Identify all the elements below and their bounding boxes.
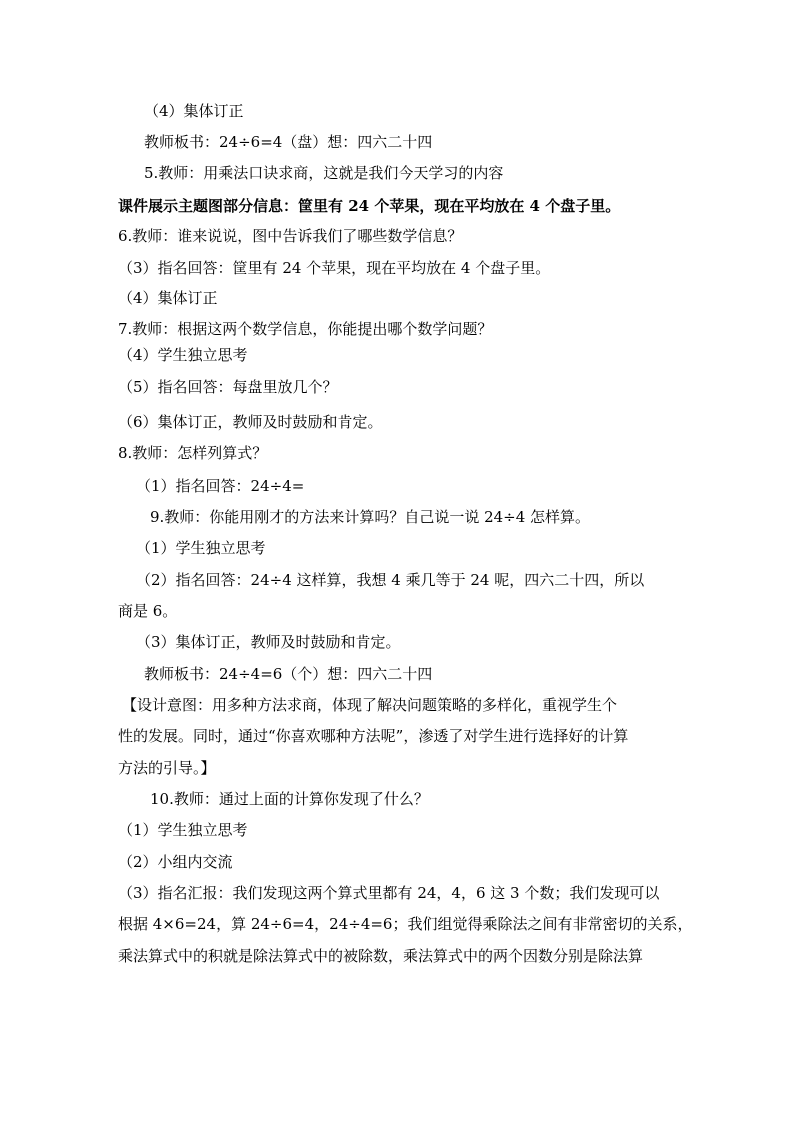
text-line: 乘法算式中的积就是除法算式中的被除数，乘法算式中的两个因数分别是除法算: [118, 947, 644, 965]
text-line: （4）集体订正: [118, 289, 218, 307]
text-line: 6.教师：谁来说说，图中告诉我们了哪些数学信息？: [118, 227, 463, 245]
text-line: （2）小组内交流: [118, 853, 233, 871]
text-line: 9.教师：你能用刚才的方法来计算吗？自己说一说 24÷4 怎样算。: [150, 508, 591, 526]
text-line: （1）指名回答：24÷4=: [136, 477, 305, 495]
text-line: 根据 4×6=24，算 24÷6=4，24÷4=6；我们组觉得乘除法之间有非常密切的关系，: [118, 915, 693, 933]
text-line: 性的发展。同时，通过“你喜欢哪种方法呢”，渗透了对学生进行选择好的计算: [118, 727, 629, 745]
text-line: （1）学生独立思考: [118, 821, 248, 839]
text-line: （2）指名回答：24÷4 这样算，我想 4 乘几等于 24 呢，四六二十四，所以: [136, 571, 645, 589]
text-line: 10.教师：通过上面的计算你发现了什么？: [150, 790, 429, 808]
text-line: （3）指名汇报：我们发现这两个算式里都有 24，4，6 这 3 个数；我们发现可以: [118, 884, 660, 902]
text-line: 教师板书：24÷4=6（个）想：四六二十四: [144, 665, 433, 683]
text-line: 方法的引导。】: [118, 759, 216, 777]
text-line: 【设计意图：用多种方法求商，体现了解决问题策略的多样化，重视学生个: [122, 696, 618, 714]
text-line: （3）集体订正，教师及时鼓励和肯定。: [136, 633, 401, 651]
text-line: 8.教师：怎样列算式？: [118, 444, 268, 462]
text-line: （4）集体订正: [144, 102, 244, 120]
text-line: 商是 6。: [118, 602, 178, 620]
text-line: （1）学生独立思考: [136, 539, 266, 557]
text-line: 5.教师：用乘法口诀求商，这就是我们今天学习的内容: [144, 164, 504, 182]
text-line: （4）学生独立思考: [118, 346, 248, 364]
text-line-bold: 课件展示主题图部分信息：筐里有 24 个苹果，现在平均放在 4 个盘子里。: [118, 197, 621, 215]
text-line: （6）集体订正，教师及时鼓励和肯定。: [118, 413, 383, 431]
text-line: （3）指名回答：筐里有 24 个苹果，现在平均放在 4 个盘子里。: [118, 259, 551, 277]
text-line: 7.教师：根据这两个数学信息，你能提出哪个数学问题？: [118, 320, 493, 338]
text-line: 教师板书：24÷6=4（盘）想：四六二十四: [144, 133, 433, 151]
text-line: （5）指名回答：每盘里放几个？: [118, 378, 338, 396]
